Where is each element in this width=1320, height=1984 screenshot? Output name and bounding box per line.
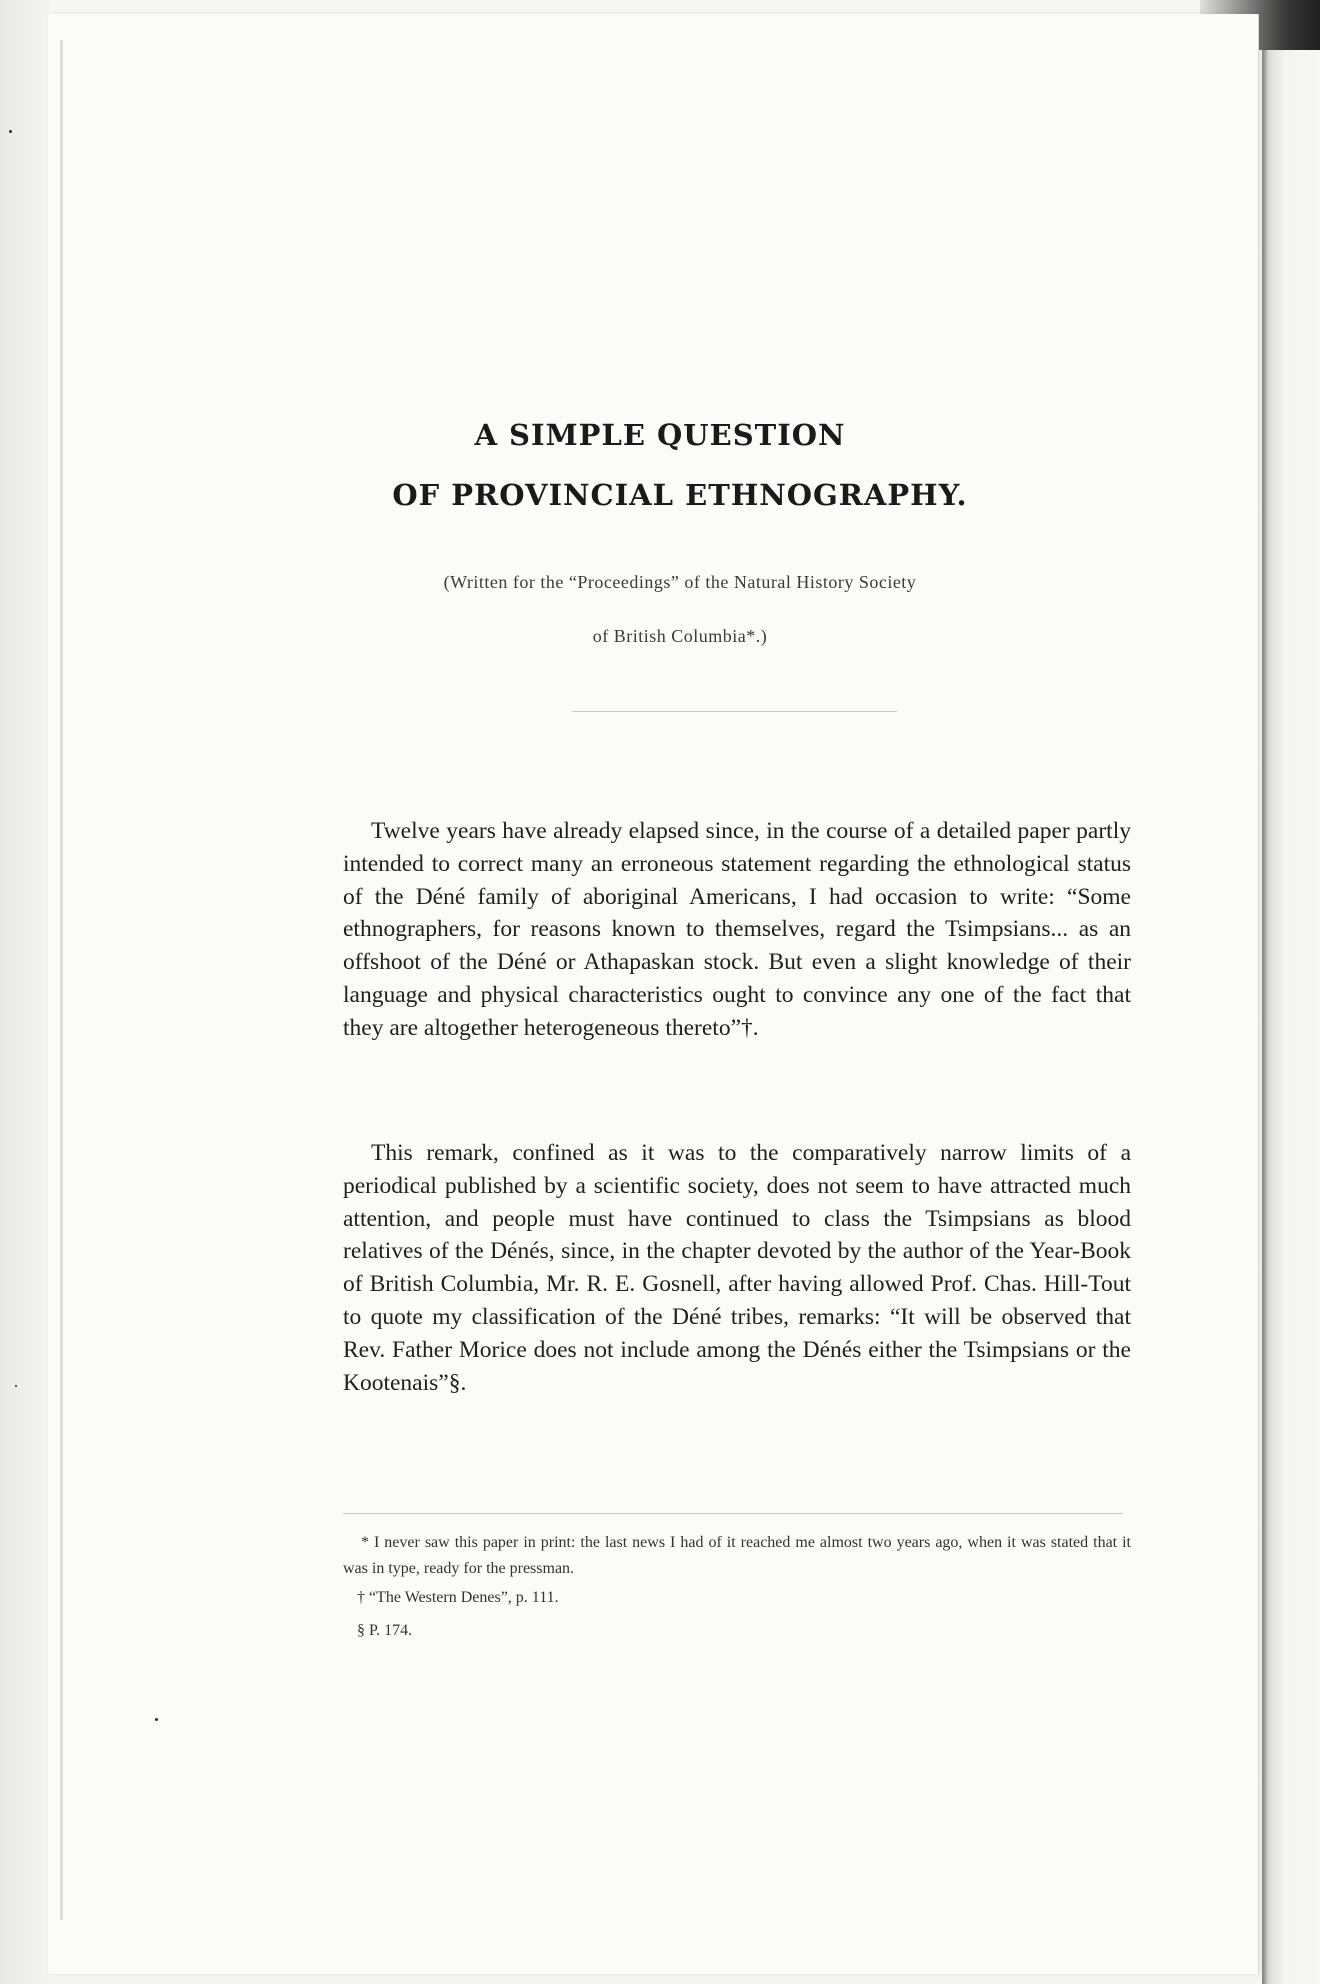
title-line-2: OF PROVINCIAL ETHNOGRAPHY. [392,478,968,512]
left-margin [0,0,50,1984]
footnote-1: * I never saw this paper in print: the last news I had of it reached me almost two years ago, when it was stated that it was in type, ready for the pressman. [343,1534,1131,1577]
scan-speck [15,1385,17,1387]
body-paragraph-1: Twelve years have already elapsed since, in the course of a detailed paper partly intended to correct many an erroneous statement regarding the ethnological status of the Déné family of aboriginal Americans, I had occasion to write: “Some ethnographers, for reasons known to themselves, regard the Tsimpsians... as an offshoot of the Déné or Athapaskan stock. But even a slight knowledge of their language and physical characteristics ought to convince any one of the fact that they are altogether heterogeneous thereto”†. [343,818,1131,1041]
body-paragraph-2: This remark, confined as it was to the comparatively narrow limits of a periodical published by a scientific society, does not seem to have attracted much attention, and people must have continued to class the Tsimpsians as blood relatives of the Dénés, since, in the chapter devoted by the author of the Year-Book of British Columbia, Mr. R. E. Gosnell, after having allowed Prof. Chas. Hill-Tout to quote my classification of the Déné tribes, remarks: “It will be observed that Rev. Father Morice does not include among the Dénés either the Tsimpsians or the Kootenais”§. [343,1140,1131,1396]
scan-speck [155,1718,158,1721]
subtitle-line-1: (Written for the “Proceedings” of the Natural History Society [443,572,917,592]
footnote-3: § P. 174. [357,1622,413,1639]
footnote-2: † “The Western Denes”, p. 111. [357,1589,559,1606]
subtitle-line-2: of British Columbia*.) [592,626,768,646]
section-divider [572,711,897,712]
footnote-divider [343,1513,1123,1514]
title-line-1: A SIMPLE QUESTION [474,418,846,452]
scan-speck [9,130,12,133]
next-page-edge [1262,50,1320,1984]
binding-line [60,40,63,1920]
